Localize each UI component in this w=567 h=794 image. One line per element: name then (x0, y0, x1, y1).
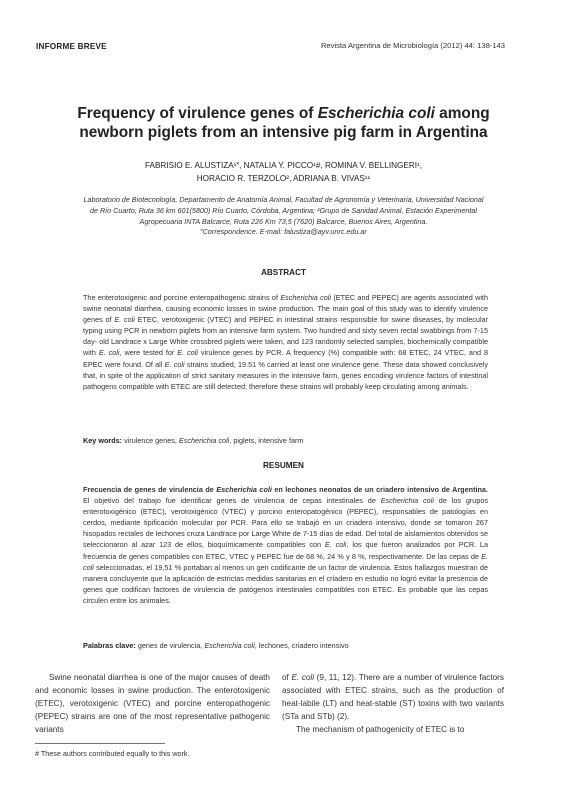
abstract-t2: (ETEC and PEPEC) are agents associated with swine neonatal diarrhea, causing economic losses in swine production. The main goal of this study was to identify virulence genes of (83, 293, 488, 325)
affil-line2: de Río Cuarto, Ruta 36 km 601(5800) Río Cuarto, Córdoba, Argentina; ²Grupo de Sanidad Animal, Estación Experimental (89, 205, 477, 215)
abstract-t6: strains studied, 19.51 % carried at least one virulence gene. These data showed conclusively that, in spite of the application of strict sanitary measures in the intensive farm, genes encoding virulence factors of intestinal pathogens compatible with ETEC are still detected; therefore these strains will probably keep circulating among animals. (83, 359, 489, 391)
resumen-title-species: Escherichia coli (216, 485, 272, 494)
body-col2-para2: The mechanism of pathogenicity of ETEC is to (296, 725, 465, 734)
author-list (60, 160, 507, 185)
resumen-heading: RESUMEN (263, 461, 304, 470)
title-line1-post: among (434, 105, 490, 122)
abstract-i2: E. coli (114, 315, 135, 325)
body-column-2 (282, 671, 504, 736)
article-title (30, 104, 537, 142)
correspondence: ˟Correspondence. E-mail: falustiza@ayv.unrc.edu.ar (200, 227, 367, 237)
resumen-t3: , los que fueron analizados por PCR. La frecuencia de genes compatibles con ETEC, VTEC y PEPEC fue de 68 %, 24 % y 8 %, respectivamente. De las cepas de (83, 540, 488, 561)
resumen-title-b1: Frecuencia de genes de virulencia de (83, 485, 217, 494)
resumen-t1: El objetivo del trabajo fue identificar genes de virulencia de cepas intestinales de (83, 496, 381, 506)
resumen-text (83, 484, 488, 606)
abstract-i5: E. coli (164, 359, 185, 369)
palabras-t2: , lechones, criadero intensivo (254, 641, 349, 650)
body-column-1 (35, 671, 270, 736)
keywords-t2: , piglets, intensive farm (229, 436, 304, 445)
footnote-divider (35, 743, 165, 744)
palabras-clave (83, 641, 488, 650)
body-col2-text: (9, 11, 12). There are a number of virulence factors associated with ETEC strains, such as the production of heat-labile (LT) and heat-stable (ST) toxins with two variants (STa and STb) (2). (282, 673, 505, 721)
palabras-label: Palabras clave: (83, 641, 136, 650)
abstract-i3: E. coli (98, 348, 120, 358)
abstract-t5: virulence genes by PCR. A frequency (%) compatible with: 68 ETEC, 24 VTEC, and 8 EPEC were found. Of all (83, 348, 488, 369)
body-col2-species: of E. coli (282, 673, 315, 682)
keywords (83, 436, 488, 445)
affil-line3: Agropecuaria INTA Balcarce, Ruta 226 Km 73,5 (7620) Balcarce, Buenos Aires, Argentina. (139, 216, 428, 226)
authors-line1: FABRISIO E. ALUSTIZA¹˟, NATALIA Y. PICCO¹#, ROMINA V. BELLINGERI¹, (144, 161, 423, 170)
resumen-i2: E. coli (324, 540, 347, 550)
section-label: INFORME BREVE (36, 42, 107, 51)
abstract-i1: Escherichia coli (280, 293, 331, 302)
resumen-title-b2: en lechones neonatos de un criadero intensivo de Argentina. (271, 485, 488, 494)
abstract-heading: ABSTRACT (260, 268, 307, 277)
resumen-i1: Escherichia coli (380, 496, 434, 506)
affiliations (46, 195, 521, 238)
title-line1-pre: Frequency of virulence genes of (77, 105, 318, 122)
title-species: Escherichia coli (317, 105, 435, 122)
abstract-text (83, 292, 488, 392)
body-col1-para: Swine neonatal diarrhea is one of the major causes of death and economic losses in swine production. The enterotoxigenic (ETEC), verotoxigenic (VTEC) and porcine enteropathogenic (PEPEC) strains are one of the most representative pathogenic variants (35, 673, 270, 734)
title-line2: newborn piglets from an intensive pig farm in Argentina (79, 124, 488, 141)
journal-citation: Revista Argentina de Microbiología (2012) 44: 138-143 (320, 41, 505, 50)
resumen-t2: de los grupos enterotoxigénico (ETEC), verotoxigénico (VTEC) y porcino enteropatogénico (PEPEC), responsables de patologías en cerdos, mediante tipificación molecular por PCR. Para ello se trabajó en un criadero intensivo, donde se tomaron 267 hisopados rectales de lechones cruza Landrace por Large White de 7-15 días de edad. Del total de aislamientos obtenidos se seleccionaron al azar 123 de ellos, bioquímicamente compatibles con (83, 496, 489, 550)
palabras-t1: genes de virulencia, (135, 641, 205, 650)
footnote: # These authors contributed equally to this work. (35, 749, 190, 758)
resumen-t4: seleccionadas, el 19,51 % portaban al menos un gen codificante de un factor de virulencia. Estos hallazgos muestran de manera concluyente que la aplicación de estrictas medidas sanitarias en el criadero en estudio no logró evitar la presencia de genes que codifican factores de virulencia de patógenos intestinales compatibles con ETEC. Es probable que las cepas circulen entre los animales. (83, 562, 488, 605)
resumen-i3: E. coli (83, 551, 488, 572)
abstract-i4: E. coli (177, 348, 198, 358)
keywords-i1: Escherichia coli (178, 436, 230, 445)
abstract-t4: , were tested for (119, 348, 178, 358)
keywords-t1: virulence genes, (122, 436, 179, 445)
authors-line2: HORACIO R. TERZOLO², ADRIANA B. VIVAS¹¹ (196, 173, 371, 183)
abstract-t3: ETEC, verotoxigenic (VTEC) and PEPEC in intestinal strains responsible for swine diseases, by molecular typing using PCR in newborn piglets from an intensive farm system. Two hundred and sixty seven rectal swabbings from 7-15 day- old Landrace x Large White crossbred piglets were taken, and 123 randomly selected samples, biochemically compatible with (83, 315, 488, 358)
abstract-t1: The enterotoxigenic and porcine enteropathogenic strains of (83, 293, 281, 302)
keywords-label: Key words: (83, 436, 123, 445)
affil-line1: Laboratorio de Biotecnología, Departamento de Anatomía Animal, Facultad de Agronomía y Veterinaria, Universidad Nacional (83, 195, 484, 204)
palabras-i1: Escherichia coli (204, 641, 255, 650)
